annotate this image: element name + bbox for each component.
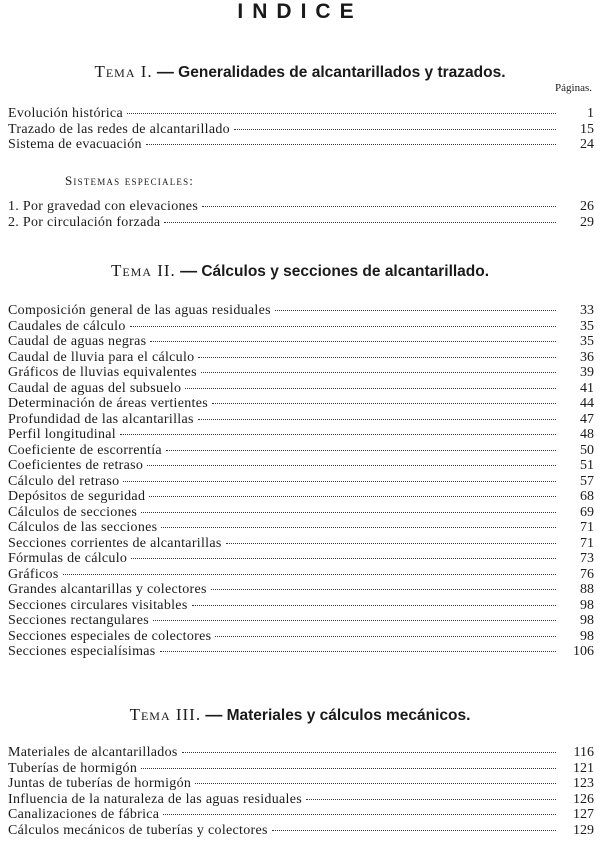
toc-entry (8, 319, 594, 335)
toc-entry-page: 116 (573, 745, 594, 760)
toc-entry-text: Coeficiente de escorrentía (8, 442, 162, 458)
toc-entry (8, 474, 594, 490)
toc-entry-text: Profundidad de las alcantarillas (8, 411, 194, 427)
toc-entry-page: 98 (580, 597, 594, 613)
dot-leader (234, 129, 556, 130)
toc-entry-page: 26 (580, 199, 594, 214)
dot-leader (195, 783, 556, 784)
toc-entry-page: 39 (580, 365, 594, 380)
dot-leader (182, 752, 556, 753)
toc-entry-page: 57 (580, 473, 594, 489)
dot-leader (131, 558, 556, 559)
toc-entry-text: Evolución histórica (8, 106, 123, 121)
tema-1-subject: Generalidades de alcantarillados y trazados. (178, 64, 506, 81)
toc-entry (8, 807, 594, 823)
toc-entry-text: Composición general de las aguas residuales (8, 303, 271, 318)
toc-entry-page: 88 (580, 582, 594, 597)
tema-3-entries (8, 745, 594, 838)
dot-leader (166, 450, 556, 451)
dot-leader (192, 605, 556, 606)
tema-1-special-entries (8, 199, 594, 230)
tema-3-label: Tema III. (129, 705, 202, 724)
dot-leader (164, 222, 556, 223)
toc-entry-text: Gráficos (8, 566, 59, 582)
toc-entry-text: Caudal de aguas del subsuelo (8, 380, 182, 396)
toc-entry-text: Trazado de las redes de alcantarillado (8, 121, 230, 137)
tema-3-dash: — (205, 705, 223, 724)
toc-entry (8, 334, 594, 350)
dot-leader (153, 620, 556, 621)
toc-entry (8, 598, 594, 614)
toc-entry-text: Sistema de evacuación (8, 137, 142, 152)
dot-leader (123, 481, 556, 482)
toc-entry (8, 644, 594, 660)
toc-entry-text: Caudales de cálculo (8, 318, 126, 334)
toc-entry-page: 48 (580, 427, 594, 442)
toc-entry-page: 129 (573, 822, 594, 838)
tema-1-dash: — (156, 62, 174, 81)
toc-entry (8, 122, 594, 138)
dot-leader (202, 206, 556, 207)
toc-entry (8, 582, 594, 598)
toc-entry-text: Perfil longitudinal (8, 427, 116, 442)
toc-entry (8, 396, 594, 412)
toc-entry-text: Gráficos de lluvias equivalentes (8, 365, 197, 380)
toc-entry (8, 567, 594, 583)
dot-leader (163, 814, 556, 815)
toc-entry-text: Secciones rectangulares (8, 613, 150, 628)
toc-entry-page: 41 (580, 380, 594, 396)
toc-entry-text: Juntas de tuberías de hormigón (8, 776, 192, 791)
dot-leader (141, 512, 556, 513)
toc-entry-text: Cálculos de secciones (8, 504, 138, 520)
dot-leader (161, 527, 556, 528)
toc-entry (8, 427, 594, 443)
toc-entry (8, 792, 594, 808)
toc-entry-text: Secciones corrientes de alcantarillas (8, 535, 222, 551)
dot-leader (215, 636, 556, 637)
toc-entry-page: 44 (580, 396, 594, 411)
dot-leader (147, 465, 556, 466)
toc-entry (8, 489, 594, 505)
tema-2-label: Tema II. (110, 261, 176, 280)
toc-entry-text: Grandes alcantarillas y colectores (8, 582, 207, 597)
toc-entry (8, 551, 594, 567)
toc-entry-text: Tuberías de hormigón (8, 760, 138, 776)
dot-leader (212, 403, 556, 404)
toc-entry-page: 36 (580, 349, 594, 365)
toc-entry-text: Depósitos de seguridad (8, 489, 146, 504)
dot-leader (120, 434, 556, 435)
toc-entry (8, 613, 594, 629)
tema-1-entries (8, 106, 594, 153)
toc-entry (8, 381, 594, 397)
tema-2-subject: Cálculos y secciones de alcantarillado. (201, 263, 490, 280)
toc-entry (8, 536, 594, 552)
toc-entry-page: 98 (580, 613, 594, 628)
dot-leader (272, 830, 556, 831)
toc-entry-page: 71 (580, 535, 594, 551)
tema-2-entries (8, 303, 594, 660)
toc-entry-text: Coeficientes de retraso (8, 458, 144, 473)
toc-entry (8, 443, 594, 459)
toc-entry-page: 35 (580, 318, 594, 334)
tema-1-heading (0, 62, 600, 82)
tema-2-dash: — (180, 261, 198, 280)
toc-entry-page: 50 (580, 442, 594, 458)
toc-entry-page: 71 (580, 520, 594, 535)
toc-entry (8, 505, 594, 521)
toc-entry-page: 106 (573, 644, 594, 659)
dot-leader (141, 768, 556, 769)
toc-entry-text: Cálculos de las secciones (8, 520, 158, 535)
toc-entry-page: 127 (573, 807, 594, 822)
toc-entry (8, 199, 594, 215)
dot-leader (146, 144, 556, 145)
toc-entry (8, 215, 594, 231)
toc-entry-text: Influencia de la naturaleza de las aguas residuales (8, 791, 302, 807)
toc-entry-page: 29 (580, 214, 594, 230)
dot-leader (127, 113, 556, 114)
toc-entry (8, 365, 594, 381)
tema-2-heading (0, 261, 600, 281)
toc-entry (8, 412, 594, 428)
toc-entry-page: 33 (580, 303, 594, 318)
dot-leader (201, 372, 556, 373)
paginas-label: Páginas. (555, 82, 592, 94)
toc-entry-page: 76 (580, 566, 594, 582)
dot-leader (130, 326, 556, 327)
dot-leader (198, 419, 556, 420)
toc-entry-page: 68 (580, 489, 594, 504)
toc-entry-page: 1 (587, 106, 594, 121)
toc-entry (8, 776, 594, 792)
dot-leader (306, 799, 556, 800)
toc-entry (8, 823, 594, 839)
tema-3-heading (0, 705, 600, 725)
toc-entry (8, 745, 594, 761)
toc-entry-text: Cálculo del retraso (8, 473, 120, 489)
page-title: INDICE (237, 0, 363, 23)
toc-entry-page: 121 (573, 760, 594, 776)
toc-entry-text: Fórmulas de cálculo (8, 551, 128, 566)
toc-entry (8, 303, 594, 319)
toc-entry (8, 350, 594, 366)
toc-entry (8, 520, 594, 536)
toc-entry-page: 24 (580, 137, 594, 152)
dot-leader (160, 651, 556, 652)
toc-entry-page: 35 (580, 334, 594, 349)
dot-leader (149, 496, 556, 497)
tema-3-subject: Materiales y cálculos mecánicos. (226, 707, 471, 724)
toc-entry-text: 2. Por circulación forzada (8, 214, 161, 230)
toc-entry-text: Materiales de alcantarillados (8, 745, 178, 760)
toc-entry-page: 47 (580, 411, 594, 427)
toc-entry-page: 69 (580, 504, 594, 520)
toc-entry-text: Canalizaciones de fábrica (8, 807, 160, 822)
toc-entry (8, 458, 594, 474)
dot-leader (150, 341, 556, 342)
tema-1-label: Tema I. (94, 62, 153, 81)
toc-entry-page: 123 (573, 776, 594, 791)
toc-entry-text: 1. Por gravedad con elevaciones (8, 199, 199, 214)
dot-leader (226, 543, 556, 544)
toc-entry (8, 106, 594, 122)
sistemas-especiales-heading: Sistemas especiales: (65, 173, 195, 188)
toc-entry-page: 126 (573, 791, 594, 807)
toc-entry-text: Determinación de áreas vertientes (8, 396, 208, 411)
toc-entry (8, 629, 594, 645)
toc-entry (8, 137, 594, 153)
toc-entry-text: Caudal de lluvia para el cálculo (8, 349, 195, 365)
toc-entry-text: Secciones circulares visitables (8, 597, 188, 613)
dot-leader (211, 589, 556, 590)
toc-entry-page: 98 (580, 628, 594, 644)
toc-entry-text: Cálculos mecánicos de tuberías y colectores (8, 822, 268, 838)
dot-leader (63, 574, 556, 575)
toc-entry-page: 51 (580, 458, 594, 473)
toc-entry-page: 15 (580, 121, 594, 137)
dot-leader (185, 388, 556, 389)
toc-entry-page: 73 (580, 551, 594, 566)
toc-entry-text: Secciones especialísimas (8, 644, 156, 659)
toc-entry-text: Caudal de aguas negras (8, 334, 147, 349)
dot-leader (275, 310, 556, 311)
toc-entry (8, 761, 594, 777)
toc-entry-text: Secciones especiales de colectores (8, 628, 212, 644)
dot-leader (198, 357, 556, 358)
